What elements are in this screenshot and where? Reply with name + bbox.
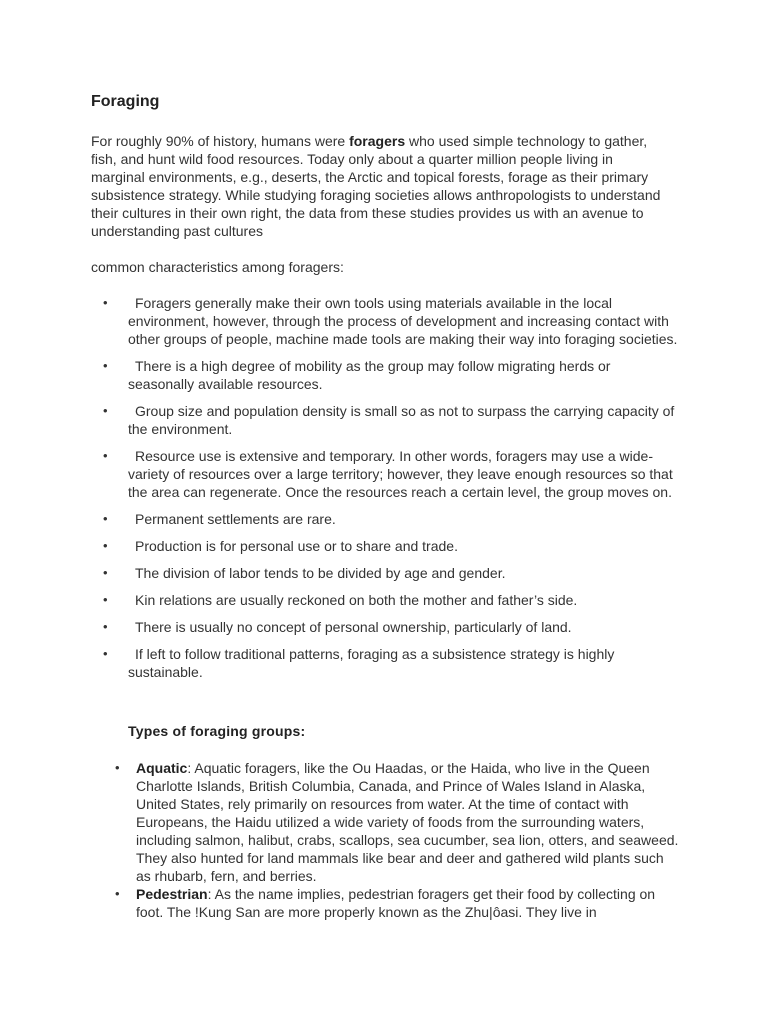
list-item-text: Production is for personal use or to share and trade. (135, 538, 458, 554)
list-item (0, 447, 680, 501)
characteristics-lead: common characteristics among foragers: (91, 259, 344, 275)
type-description: : As the name implies, pedestrian foragers get their food by collecting on foot. The !Kung San are more properly known as the Zhu|ôasi. They live in (136, 886, 656, 920)
list-item (0, 591, 680, 609)
intro-bold-term: foragers (349, 133, 406, 149)
list-item (0, 402, 680, 438)
list-item (0, 618, 680, 636)
list-item-text: If left to follow traditional patterns, foraging as a subsistence strategy is highly sustainable. (128, 646, 615, 680)
list-item (0, 357, 680, 393)
bullet-icon: • (115, 760, 120, 775)
list-item (0, 885, 680, 921)
bullet-icon: • (103, 295, 108, 310)
intro-text-rest: who used simple technology to gather, fish, and hunt wild food resources. Today only about a quarter million people living in marginal environments, e.g., deserts, the Arctic and topical forests, forage as their primary subsistence strategy. While studying foraging societies allows anthropologists to understand their cultures in their own right, the data from these studies provides us with an avenue to understanding past cultures (91, 133, 661, 239)
list-item-text: There is usually no concept of personal ownership, particularly of land. (135, 619, 572, 635)
list-item-text: The division of labor tends to be divided by age and gender. (135, 565, 506, 581)
bullet-icon: • (103, 448, 108, 463)
bullet-icon: • (103, 646, 108, 661)
list-item-text: Resource use is extensive and temporary. In other words, foragers may use a wide-variety of resources over a large territory; however, they leave enough resources so that the area can regenerate. Once the resources reach a certain level, the group moves on. (128, 448, 673, 500)
types-heading: Types of foraging groups: (128, 723, 306, 739)
bullet-icon: • (103, 619, 108, 634)
list-item-text: Kin relations are usually reckoned on both the mother and father’s side. (135, 592, 578, 608)
bullet-icon: • (115, 886, 120, 901)
list-item (0, 564, 680, 582)
list-item-text: Group size and population density is small so as not to surpass the carrying capacity of the environment. (128, 403, 675, 437)
bullet-icon: • (103, 511, 108, 526)
list-item (0, 759, 680, 885)
list-item-text: There is a high degree of mobility as the group may follow migrating herds or seasonally available resources. (128, 358, 611, 392)
list-item (0, 537, 680, 555)
bullet-icon: • (103, 565, 108, 580)
list-item-text: Permanent settlements are rare. (135, 511, 336, 527)
bullet-icon: • (103, 358, 108, 373)
list-item (0, 510, 680, 528)
type-term: Aquatic (136, 760, 188, 776)
list-item-text: Foragers generally make their own tools using materials available in the local environment, however, through the process of development and increasing contact with other groups of people, machine made tools are making their way into foraging societies. (128, 295, 678, 347)
type-description: : Aquatic foragers, like the Ou Haadas, or the Haida, who live in the Queen Charlotte Islands, British Columbia, Canada, and Prince of Wales Island in Alaska, United States, rely primarily on resources from water. At the time of contact with Europeans, the Haidu utilized a wide variety of foods from the surrounding waters, including salmon, halibut, crabs, scallops, sea cucumber, sea lion, otters, and seaweed. They also hunted for land mammals like bear and deer and gathered wild plants such as rhubarb, fern, and berries. (136, 760, 679, 884)
type-term: Pedestrian (136, 886, 208, 902)
list-item (0, 645, 680, 681)
intro-text-start: For roughly 90% of history, humans were (91, 133, 350, 149)
characteristics-list (0, 294, 768, 690)
page-title: Foraging (91, 93, 160, 110)
bullet-icon: • (103, 592, 108, 607)
intro-paragraph (91, 132, 661, 240)
list-item (0, 294, 680, 348)
bullet-icon: • (103, 403, 108, 418)
bullet-icon: • (103, 538, 108, 553)
types-list (0, 759, 768, 921)
